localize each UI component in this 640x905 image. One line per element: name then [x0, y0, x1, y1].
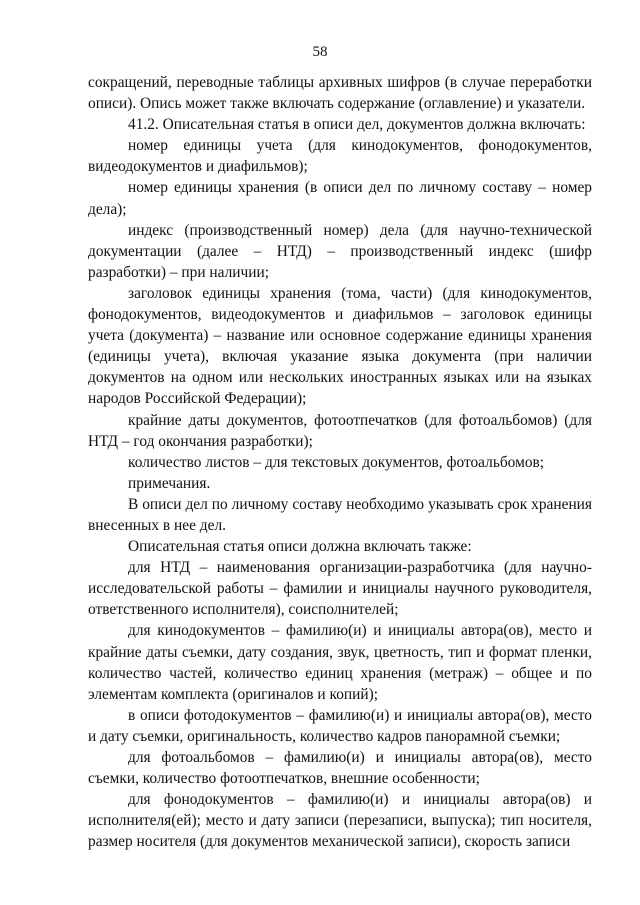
body-text — [88, 72, 592, 851]
paragraph: заголовок единицы хранения (тома, части) (для кинодокументов, фонодокументов, видеодокументов и диафильмов – заголовок единицы учета (документа) – название или основное содержание единицы хранения (единицы учета), включая указание языка документа (при наличии документов на одном или нескольких иностранных языках или на языках народов Российской Федерации); — [88, 284, 592, 408]
paragraph: номер единицы хранения (в описи дел по личному составу – номер дела); — [88, 179, 592, 218]
paragraph: номер единицы учета (для кинодокументов, фонодокументов, видеодокументов и диафильмов); — [88, 137, 592, 176]
paragraph: для НТД – наименования организации-разработчика (для научно-исследовательской работы – фамилии и инициалы научного руководителя, ответственного исполнителя), соисполнителей; — [88, 559, 592, 619]
paragraph: количество листов – для текстовых документов, фотоальбомов; — [128, 453, 545, 471]
paragraph: в описи фотодокументов – фамилию(и) и инициалы автора(ов), место и дату съемки, оригинальность, количество кадров панорамной съемки; — [88, 706, 592, 745]
paragraph: для фотоальбомов – фамилию(и) и инициалы автора(ов), место съемки, количество фотоотпечатков, внешние особенности; — [88, 749, 592, 788]
paragraph: В описи дел по личному составу необходимо указывать срок хранения внесенных в нее дел. — [88, 495, 592, 534]
paragraph: 41.2. Описательная статья в описи дел, документов должна включать: — [128, 116, 586, 134]
paragraph: для фонодокументов – фамилию(и) и инициалы автора(ов) и исполнителя(ей); место и дату записи (перезаписи, выпуска); тип носителя, размер носителя (для документов механической записи), скорость записи — [88, 791, 592, 851]
paragraph: Описательная статья описи должна включать также: — [128, 538, 472, 556]
paragraph: для кинодокументов – фамилию(и) и инициалы автора(ов), место и крайние даты съемки, дату создания, звук, цветность, тип и формат пленки, количество частей, количество единиц хранения (метраж) – общее и по элементам комплекта (оригиналов и копий); — [88, 622, 592, 703]
paragraph: сокращений, переводные таблицы архивных шифров (в случае переработки описи). Опись может также включать содержание (оглавление) и указатели. — [88, 74, 592, 113]
paragraph: примечания. — [128, 474, 211, 492]
page-number: 58 — [312, 44, 328, 60]
paragraph: крайние даты документов, фотоотпечатков (для фотоальбомов) (для НТД – год окончания разработки); — [88, 411, 592, 450]
paragraph: индекс (производственный номер) дела (для научно-технической документации (далее – НТД) – производственный индекс (шифр разработки) – при наличии; — [88, 221, 592, 281]
